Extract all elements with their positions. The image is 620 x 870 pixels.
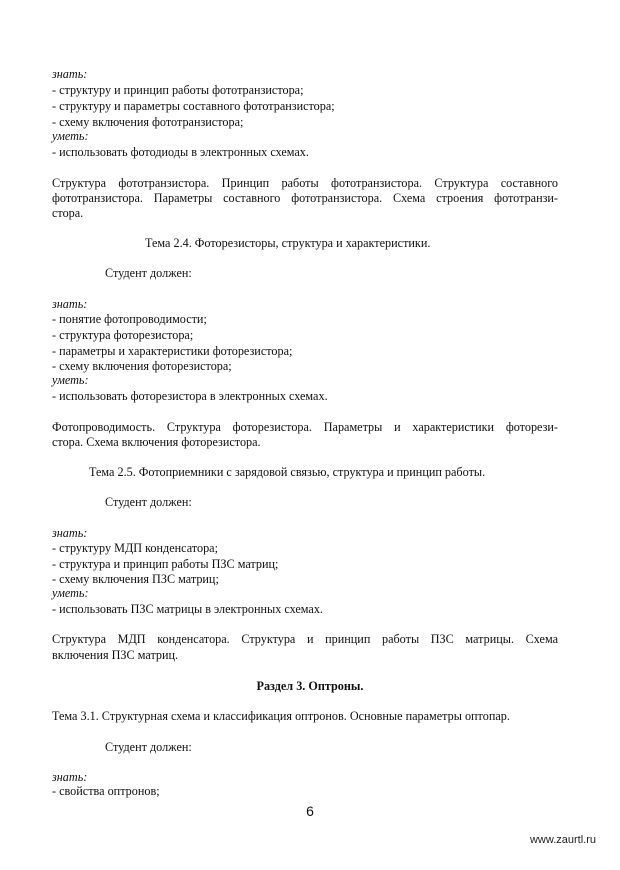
list-item: - структура фоторезистора; bbox=[52, 328, 194, 342]
section-heading: Раздел 3. Оптроны. bbox=[256, 679, 364, 693]
paragraph-line: Структура фототранзистора. Принцип работы фототранзистора. Структура составного bbox=[52, 176, 558, 190]
paragraph-line: включения ПЗС матриц. bbox=[52, 648, 179, 662]
list-item: - параметры и характеристики фоторезистора; bbox=[52, 344, 293, 358]
list-item: - схему включения фототранзистора; bbox=[52, 115, 244, 129]
topic-title: Тема 3.1. Структурная схема и классификация оптронов. Основные параметры оптопар. bbox=[52, 709, 510, 723]
paragraph-line: Фотопроводимость. Структура фоторезистора. Параметры и характеристики фоторези- bbox=[52, 420, 558, 434]
student-line: Студент должен: bbox=[105, 740, 192, 754]
list-item: - структуру и принцип работы фототранзистора; bbox=[52, 83, 304, 97]
know-label: знать: bbox=[52, 297, 88, 311]
student-line: Студент должен: bbox=[105, 495, 192, 509]
page-number: 6 bbox=[306, 803, 314, 819]
can-label: уметь: bbox=[52, 129, 89, 143]
list-item: - структуру МДП конденсатора; bbox=[52, 541, 218, 555]
list-item: - использовать фоторезистора в электронных схемах. bbox=[52, 389, 328, 403]
paragraph-line: стора. bbox=[52, 206, 84, 220]
list-item: - структура и принцип работы ПЗС матриц; bbox=[52, 557, 279, 571]
can-label: уметь: bbox=[52, 586, 89, 600]
list-item: - схему включения ПЗС матриц; bbox=[52, 572, 219, 586]
list-item: - использовать ПЗС матрицы в электронных схемах. bbox=[52, 602, 323, 616]
paragraph-line: Структура МДП конденсатора. Структура и принцип работы ПЗС матрицы. Схема bbox=[52, 632, 558, 646]
know-label: знать: bbox=[52, 67, 88, 81]
topic-title: Тема 2.4. Фоторезисторы, структура и характеристики. bbox=[145, 236, 431, 250]
paragraph-line: фототранзистора. Параметры составного фототранзистора. Схема строения фототранзи- bbox=[52, 191, 558, 205]
know-label: знать: bbox=[52, 526, 88, 540]
list-item: - использовать фотодиоды в электронных схемах. bbox=[52, 145, 309, 159]
footer-url: www.zaurtl.ru bbox=[529, 834, 596, 846]
student-line: Студент должен: bbox=[105, 266, 192, 280]
list-item: - понятие фотопроводимости; bbox=[52, 312, 207, 326]
list-item: - свойства оптронов; bbox=[52, 784, 160, 798]
paragraph-line: стора. Схема включения фоторезистора. bbox=[52, 435, 261, 449]
topic-title: Тема 2.5. Фотоприемники с зарядовой связью, структура и принцип работы. bbox=[89, 465, 486, 479]
can-label: уметь: bbox=[52, 373, 89, 387]
list-item: - схему включения фоторезистора; bbox=[52, 359, 232, 373]
list-item: - структуру и параметры составного фототранзистора; bbox=[52, 99, 335, 113]
know-label: знать: bbox=[52, 770, 88, 784]
